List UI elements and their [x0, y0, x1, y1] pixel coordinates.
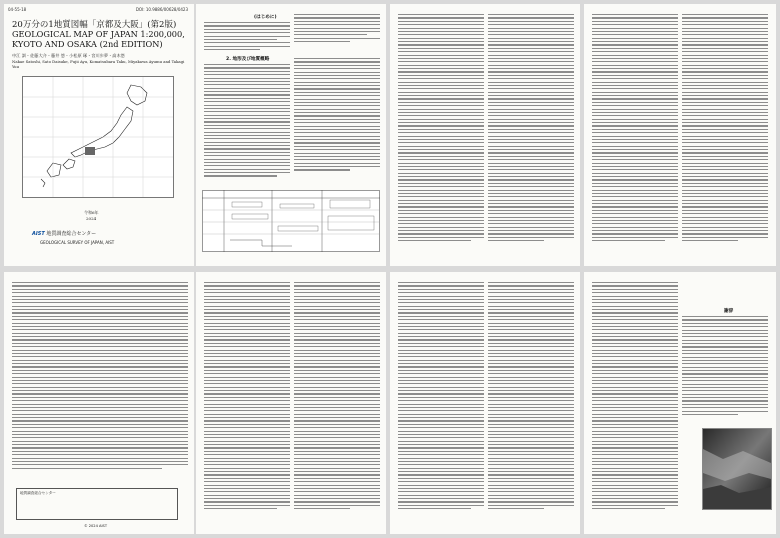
reference-list — [12, 282, 188, 471]
text-column — [682, 316, 768, 417]
text-page-3 — [390, 4, 580, 266]
text-page-6 — [196, 272, 386, 534]
sheet-code: 04-55-18 — [8, 7, 27, 12]
text-column — [294, 14, 380, 44]
text-column — [398, 14, 484, 244]
org-name-english: GEOLOGICAL SURVEY OF JAPAN, AIST — [40, 240, 115, 245]
text-column — [592, 282, 678, 512]
text-column — [294, 58, 380, 173]
text-column — [204, 22, 290, 52]
text-column — [488, 14, 574, 244]
publication-year: 2024 — [86, 216, 97, 221]
publisher-name: 地質調査総合センター — [20, 491, 56, 495]
text-column — [488, 282, 574, 512]
authors-japanese: 中江 訓・佐藤大介・藤井 悠・小松原 琢・宮川歩夢・高木悠 — [12, 53, 125, 58]
text-column — [592, 14, 678, 244]
doi-label: DOI: 10.9886/00628/0423 — [135, 7, 188, 12]
title-english: GEOLOGICAL MAP OF JAPAN 1:200,000, KYOTO AND OSAKA (2nd EDITION) — [12, 29, 185, 49]
section-heading: (はじめに) — [254, 15, 277, 20]
outcrop-photo — [702, 428, 772, 510]
cover-page — [4, 4, 194, 266]
title-japanese: 20万分の1地質図幅「京都及大阪」(第2版) — [12, 20, 177, 30]
text-column — [204, 282, 290, 512]
copyright: © 2024 AIST — [84, 524, 108, 528]
text-column — [682, 14, 768, 244]
section-heading: 2. 地形及び地質概略 — [226, 57, 270, 62]
section-heading: 謝辞 — [724, 309, 734, 314]
japan-index-map — [22, 76, 174, 198]
text-column — [204, 64, 290, 179]
org-logo: AIST 地質調査総合センター — [32, 231, 97, 237]
text-column — [294, 282, 380, 512]
text-column — [398, 282, 484, 512]
text-page-4 — [584, 4, 776, 266]
authors-english: Nakae Satoshi, Sato Daisuke, Fujii Ayu, Komatsubara Taku, Miyakawa Ayumu and Takagi Yuu — [12, 59, 185, 69]
text-page-8 — [584, 272, 776, 534]
reference-page — [4, 272, 194, 534]
text-page-2 — [196, 4, 386, 266]
stratigraphic-chart — [202, 190, 380, 252]
publication-date: 令和6年 — [84, 210, 99, 215]
text-page-7 — [390, 272, 580, 534]
